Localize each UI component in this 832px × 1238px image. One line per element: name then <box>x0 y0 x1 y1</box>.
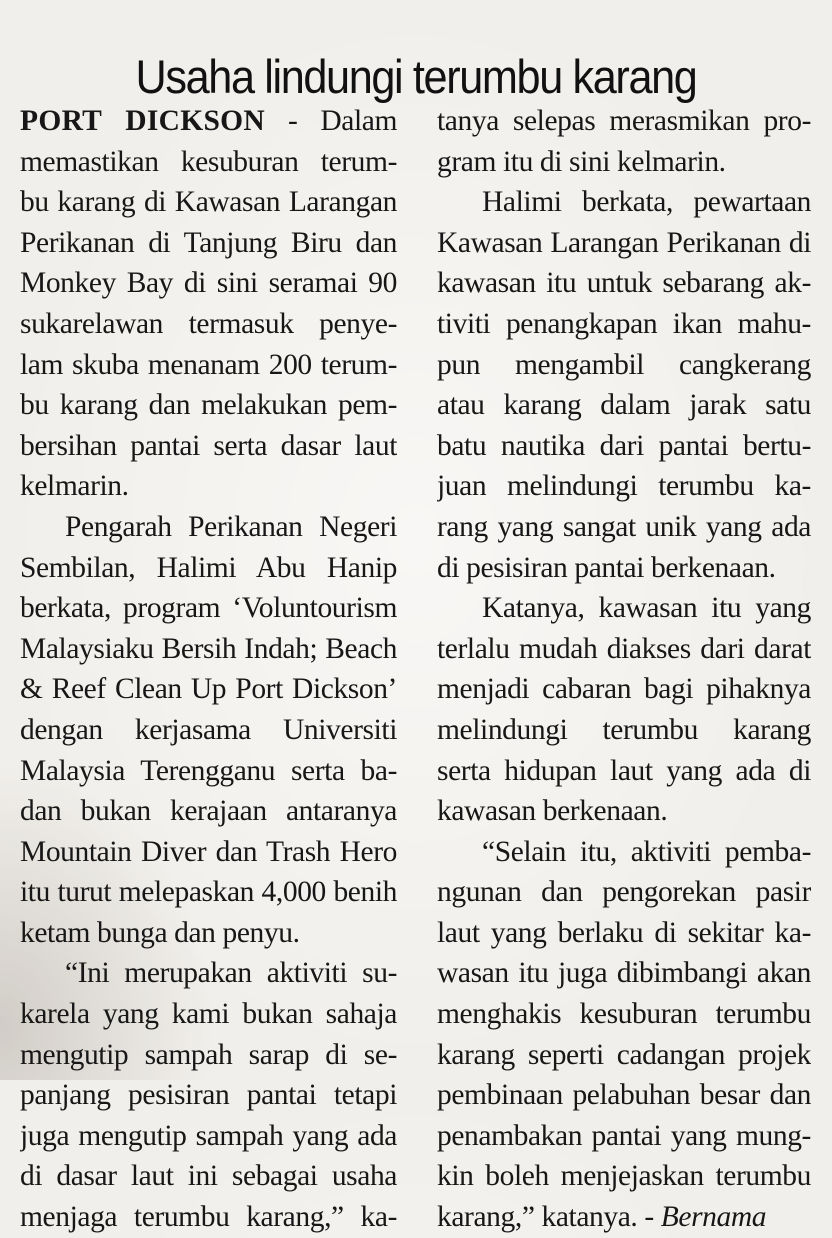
article-line: dengan kerjasama Universiti <box>20 713 397 746</box>
article-line: & Reef Clean Up Port Dickson’ <box>20 673 397 706</box>
article-line: Sembilan, Halimi Abu Hanip <box>20 551 397 584</box>
article-line: dan bukan kerajaan antaranya <box>20 795 397 828</box>
article-line: memastikan kesuburan terum- <box>20 145 397 178</box>
article-line: tanya selepas merasmikan pro- <box>437 105 811 137</box>
article-line: kawasan berkenaan. <box>437 795 668 828</box>
article-line: panjang pesisiran pantai tetapi <box>20 1079 397 1112</box>
article-line: menjaga terumbu karang,” ka- <box>20 1201 397 1234</box>
article-line: Monkey Bay di sini seramai 90 <box>20 267 397 300</box>
article-line: penambakan pantai yang mung- <box>437 1119 811 1152</box>
article-line: Perikanan di Tanjung Biru dan <box>20 226 397 259</box>
article-dateline: PORT DICKSON <box>20 105 266 137</box>
article-line-text: - Dalam <box>265 105 397 137</box>
article-headline: Usaha lindungi terumbu karang <box>135 50 697 104</box>
article-line: “Selain itu, aktiviti pemba- <box>482 835 811 868</box>
article-line: kawasan itu untuk sebarang ak- <box>437 267 811 300</box>
article-line: ngunan dan pengorekan pasir <box>437 876 811 909</box>
article-line: Kawasan Larangan Perikanan di <box>437 226 811 259</box>
article-line: di pesisiran pantai berkenaan. <box>437 551 776 584</box>
article-line: mengutip sampah sarap di se- <box>20 1038 397 1071</box>
article-line: Malaysiaku Bersih Indah; Beach <box>20 632 397 665</box>
article-line: karang seperti cadangan projek <box>437 1038 811 1071</box>
article-line: ketam bunga dan penyu. <box>20 916 300 949</box>
article-line: bu karang dan melakukan pem- <box>20 389 397 422</box>
article-line: Katanya, kawasan itu yang <box>482 592 811 625</box>
article-line: rang yang sangat unik yang ada <box>437 510 811 543</box>
article-line: berkata, program ‘Voluntourism <box>20 592 397 625</box>
article-line: bersihan pantai serta dasar laut <box>20 429 397 462</box>
article-line: wasan itu juga dibimbangi akan <box>437 957 811 990</box>
article-line: Pengarah Perikanan Negeri <box>65 510 397 543</box>
article-line: Halimi berkata, pewartaan <box>482 186 811 219</box>
article-line: Mountain Diver dan Trash Hero <box>20 835 397 868</box>
article-line: terlalu mudah diakses dari darat <box>437 632 811 665</box>
article-line <box>20 101 397 142</box>
article-line: pembinaan pelabuhan besar dan <box>437 1079 811 1112</box>
article-line-text: karang,” katanya. - <box>437 1201 661 1234</box>
article-line: melindungi terumbu karang <box>437 713 811 746</box>
article-line: juan melindungi terumbu ka- <box>437 470 811 503</box>
article-column-left <box>20 101 397 1238</box>
article-line: sukarelawan termasuk penye- <box>20 307 397 340</box>
article-line: karela yang kami bukan sahaja <box>20 998 397 1031</box>
article-line: kin boleh menjejaskan terumbu <box>437 1160 811 1193</box>
article-line: laut yang berlaku di sekitar ka- <box>437 916 811 949</box>
article-line: serta hidupan laut yang ada di <box>437 754 811 787</box>
article-line: lam skuba menanam 200 terum- <box>20 348 397 381</box>
article-line: juga mengutip sampah yang ada <box>20 1119 397 1152</box>
article-line: menghakis kesuburan terumbu <box>437 998 811 1031</box>
article-line: atau karang dalam jarak satu <box>437 389 811 422</box>
article-line: bu karang di Kawasan Larangan <box>20 186 397 219</box>
article-line: itu turut melepaskan 4,000 benih <box>20 876 397 909</box>
article-column-right <box>437 101 811 1238</box>
article-line: di dasar laut ini sebagai usaha <box>20 1160 397 1193</box>
article-line: tiviti penangkapan ikan mahu- <box>437 307 811 340</box>
article-line: batu nautika dari pantai bertu- <box>437 429 811 462</box>
article-line: kelmarin. <box>20 470 129 503</box>
article-line: gram itu di sini kelmarin. <box>437 145 726 178</box>
article-line: Malaysia Terengganu serta ba- <box>20 754 397 787</box>
article-line <box>437 1197 811 1238</box>
article-line: “Ini merupakan aktiviti su- <box>65 957 397 990</box>
article-credit: Bernama <box>660 1201 767 1234</box>
article-line: menjadi cabaran bagi pihaknya <box>437 673 811 706</box>
article-line: pun mengambil cangkerang <box>437 348 811 381</box>
